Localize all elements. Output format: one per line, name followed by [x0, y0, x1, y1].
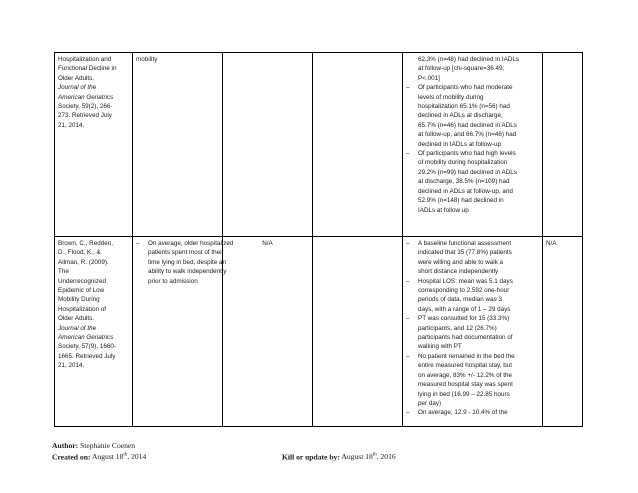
citation-line: The: [58, 268, 69, 276]
author-label: Author:: [52, 441, 79, 450]
text-line: of mobility during hospitalization: [418, 159, 508, 167]
list-item: [136, 239, 234, 286]
citation-line: Society, 59(2), 266-: [58, 103, 113, 111]
empty-cell: [223, 53, 313, 237]
text-line: – Hospital LOS: mean was 5.1 days: [418, 277, 513, 285]
text-line: declined in IADLs at follow-up: [418, 140, 501, 148]
text-line: at follow-up [chi-square=36.49;: [418, 65, 505, 73]
text-line: – Of participants who had high levels: [418, 150, 516, 158]
findings-cell: [133, 53, 223, 237]
bullet-list: [406, 55, 539, 215]
list-item: [406, 408, 539, 417]
list-item: [406, 55, 539, 83]
citation-line: Older Adults.: [58, 315, 95, 323]
text-line: corresponding to 2,592 one-hour: [418, 287, 510, 295]
notes-cell: [543, 53, 583, 237]
text-line: 65.7% (n=46) had declined in ADLs: [418, 121, 517, 129]
text-line: prior to admission: [148, 277, 198, 285]
empty-cell: [313, 237, 403, 427]
table-row: [55, 237, 583, 427]
text-line: were willing and able to walk a: [418, 258, 504, 266]
citation-line: American Geriatrics: [58, 93, 114, 101]
list-item: [406, 352, 539, 408]
created-label: Created on:: [52, 452, 91, 462]
citation-line: Journal of the: [58, 324, 97, 332]
citation-line: American Geriatrics: [58, 334, 114, 342]
citation-line: 21, 2014.: [58, 362, 85, 370]
text-line: – On average, 12.9 - 10.4% of the: [418, 409, 508, 417]
list-item: [406, 239, 539, 277]
text-line: per day): [418, 399, 442, 407]
text-line: on average, 83% +/- 12.2% of the: [418, 371, 512, 379]
citation-line: 21, 2014.: [58, 121, 85, 129]
results-cell: [403, 53, 543, 237]
citation-line: 1665. Retrieved July: [58, 352, 116, 360]
list-item: [406, 314, 539, 352]
citation-line: Society, 57(9), 1660-: [58, 343, 116, 351]
citation-line: Hospitalization of: [58, 305, 106, 313]
citation-line: Underrecognized: [58, 277, 106, 285]
findings-cell: [133, 237, 234, 427]
citation-line: Functional Decline in: [58, 65, 117, 73]
page-footer: [52, 441, 592, 462]
created-date: August 18th, 2014: [91, 452, 147, 462]
citation-line: D., Flood, K., &: [58, 249, 101, 257]
text-line: P<.001]: [418, 74, 440, 82]
text-line: – On average, older hospitalized: [148, 240, 234, 247]
empty-cell: [313, 53, 403, 237]
text-line: days, with a range of 1 – 29 days: [418, 305, 511, 313]
cell-text: N/A: [546, 240, 557, 247]
text-line: time lying in bed, despite an: [148, 258, 227, 266]
author-line: [52, 441, 592, 451]
text-line: – Of participants who had moderate: [418, 84, 513, 92]
citation-line: Mobility During: [58, 296, 100, 304]
text-line: participants, and 12 (26.7%): [418, 324, 497, 332]
kill-date-group: [282, 451, 396, 462]
text-line: declined in ADLs at follow-up, and: [418, 187, 513, 195]
text-line: 62.3% (n=48) had declined in IADLs: [418, 56, 519, 63]
text-line: levels of mobility during: [418, 93, 484, 101]
text-line: periods of data, median was 3: [418, 296, 503, 304]
bullet-list: [406, 239, 539, 418]
text-line: patients spent most of their: [148, 249, 224, 257]
text-line: ability to walk independently: [148, 268, 227, 276]
results-cell: [403, 237, 543, 427]
citation-cell: [55, 53, 133, 237]
text-line: 52.9% (n=148) had declined in: [418, 197, 504, 205]
text-line: measured hospital stay was spent: [418, 381, 513, 389]
text-line: entire measured hospital stay, but: [418, 362, 513, 370]
text-line: indicated that 35 (77.8%) patients: [418, 249, 512, 257]
bullet-list: [136, 239, 234, 286]
citation-line: Older Adults.: [58, 74, 95, 82]
author-name: Stephanie Coenen: [80, 441, 136, 450]
kill-date: August 18th, 2016: [341, 452, 396, 462]
list-item: [406, 149, 539, 215]
text-line: at discharge, 38.5% (n=109) had: [418, 178, 510, 186]
text-line: hospitalization 65.1% (n=56) had: [418, 103, 510, 111]
cell-text: mobility: [136, 56, 158, 63]
text-line: 29.2% (n=99) had declined in ADLs: [418, 168, 517, 176]
text-line: short distance independently: [418, 268, 499, 276]
text-line: walking with PT: [418, 343, 462, 351]
text-line: at follow-up, and 66.7% (n=46) had: [418, 131, 517, 139]
citation-cell: [55, 237, 133, 427]
na-cell: [223, 237, 313, 427]
citation-line: Hospitalization and: [58, 56, 112, 63]
text-line: lying in bed (16.99 – 22.85 hours: [418, 390, 510, 398]
list-item: [406, 277, 539, 315]
kill-label: Kill or update by:: [282, 452, 340, 462]
text-line: – A baseline functional assessment: [418, 240, 512, 247]
text-line: – PT was consulted for 15 (33.3%): [418, 315, 510, 323]
na-cell: [543, 237, 583, 427]
dates-line: [52, 451, 592, 462]
cell-text: N/A: [262, 240, 273, 247]
citation-line: Allman, R. (2009).: [58, 258, 109, 266]
citation-line: 273. Retrieved July: [58, 112, 112, 120]
text-line: IADLs at follow up: [418, 206, 469, 214]
text-line: declined in ADLs at discharge,: [418, 112, 503, 120]
text-line: participants had documentation of: [418, 334, 513, 342]
literature-table: [54, 52, 583, 427]
table-row: [55, 53, 583, 237]
citation-line: Journal of the: [58, 84, 97, 92]
text-line: – No patient remained in the bed the: [418, 352, 515, 360]
citation-line: Brown, C., Redden,: [58, 240, 113, 247]
list-item: [406, 83, 539, 149]
citation-line: Epidemic of Low: [58, 287, 105, 295]
